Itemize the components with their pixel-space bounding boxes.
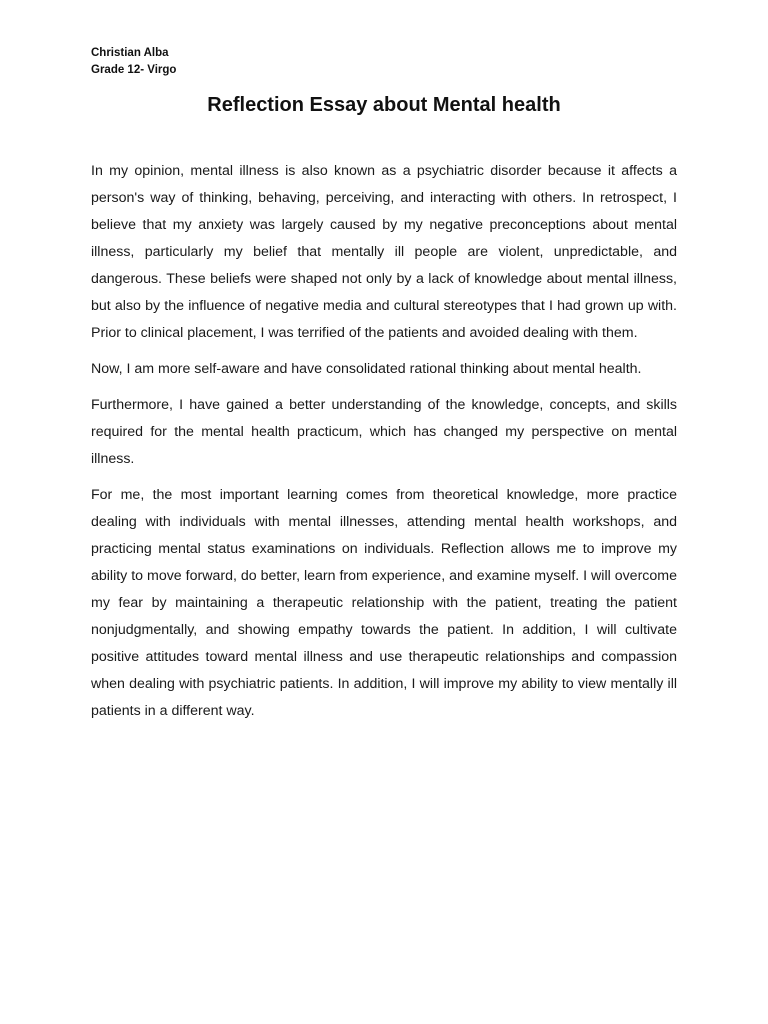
paragraph-1: In my opinion, mental illness is also known as a psychiatric disorder because it affects a person's way of thinking, behaving, perceiving, and interacting with others. In retrospect, I believe that my anxiety was largely caused by my negative preconceptions about mental illness, particularly my belief that mentally ill people are violent, unpredictable, and dangerous. These beliefs were shaped not only by a lack of knowledge about mental illness, but also by the influence of negative media and cultural stereotypes that I had grown up with. Prior to clinical placement, I was terrified of the patients and avoided dealing with them. — [91, 163, 677, 341]
author-header — [91, 45, 176, 79]
paragraph-2: Now, I am more self-aware and have consolidated rational thinking about mental health. — [91, 361, 642, 377]
author-section: Grade 12- Virgo — [91, 64, 177, 76]
author-name: Christian Alba — [91, 47, 169, 59]
essay-body — [91, 158, 677, 734]
paragraph-3: Furthermore, I have gained a better understanding of the knowledge, concepts, and skills required for the mental health practicum, which has changed my perspective on mental illness. — [91, 397, 677, 467]
paragraph-4: For me, the most important learning comes from theoretical knowledge, more practice dealing with individuals with mental illnesses, attending mental health workshops, and practicing mental status examinations on individuals. Reflection allows me to improve my ability to move forward, do better, learn from experience, and examine myself. I will overcome my fear by maintaining a therapeutic relationship with the patient, treating the patient nonjudgmentally, and showing empathy towards the patient. In addition, I will cultivate positive attitudes toward mental illness and use therapeutic relationships and compassion when dealing with psychiatric patients. In addition, I will improve my ability to view mentally ill patients in a different way. — [91, 487, 677, 719]
document-title: Reflection Essay about Mental health — [207, 94, 561, 116]
